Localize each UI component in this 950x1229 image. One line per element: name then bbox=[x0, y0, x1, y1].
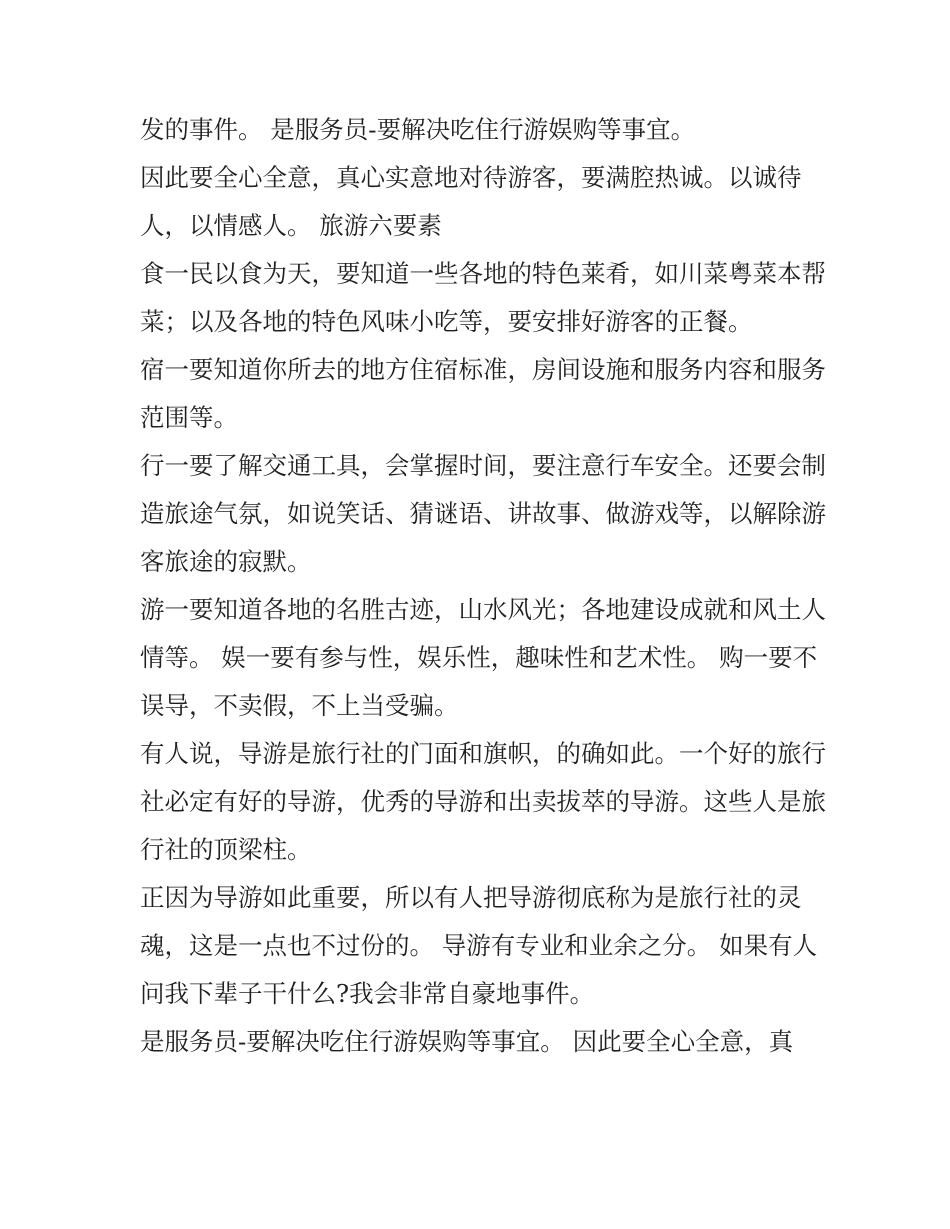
document-body bbox=[140, 106, 830, 1066]
paragraph-4: 宿一要知道你所去的地方住宿标准，房间设施和服务内容和服务范围等。 bbox=[140, 355, 826, 432]
paragraph-5: 行一要了解交通工具，会掌握时间，要注意行车安全。还要会制造旅途气氛，如说笑话、猜谜语、讲故事、做游戏等，以解除游客旅途的寂默。 bbox=[140, 451, 826, 576]
paragraph-7: 有人说，导游是旅行社的门面和旗帜，的确如此。一个好的旅行社必定有好的导游，优秀的导游和出卖拔萃的导游。这些人是旅行社的顶梁柱。 bbox=[140, 739, 826, 864]
paragraph-6: 游一要知道各地的名胜古迹，山水风光；各地建设成就和风土人情等。 娱一要有参与性，娱乐性，趣味性和艺术性。 购一要不误导，不卖假，不上当受骗。 bbox=[140, 595, 826, 720]
paragraph-1: 发的事件。 是服务员-要解决吃住行游娱购等事宜。 bbox=[140, 115, 696, 144]
paragraph-9: 是服务员-要解决吃住行游娱购等事宜。 因此要全心全意，真 bbox=[140, 1027, 794, 1056]
paragraph-2: 因此要全心全意，真心实意地对待游客，要满腔热诚。以诚待人，以情感人。 旅游六要素 bbox=[140, 163, 802, 240]
paragraph-3: 食一民以食为天，要知道一些各地的特色莱肴，如川菜粤菜本帮菜；以及各地的特色风味小吃等，要安排好游客的正餐。 bbox=[140, 259, 826, 336]
paragraph-8: 正因为导游如此重要，所以有人把导游彻底称为是旅行社的灵魂，这是一点也不过份的。 导游有专业和业余之分。 如果有人问我下辈子干什么?我会非常自豪地事件。 bbox=[140, 883, 818, 1008]
